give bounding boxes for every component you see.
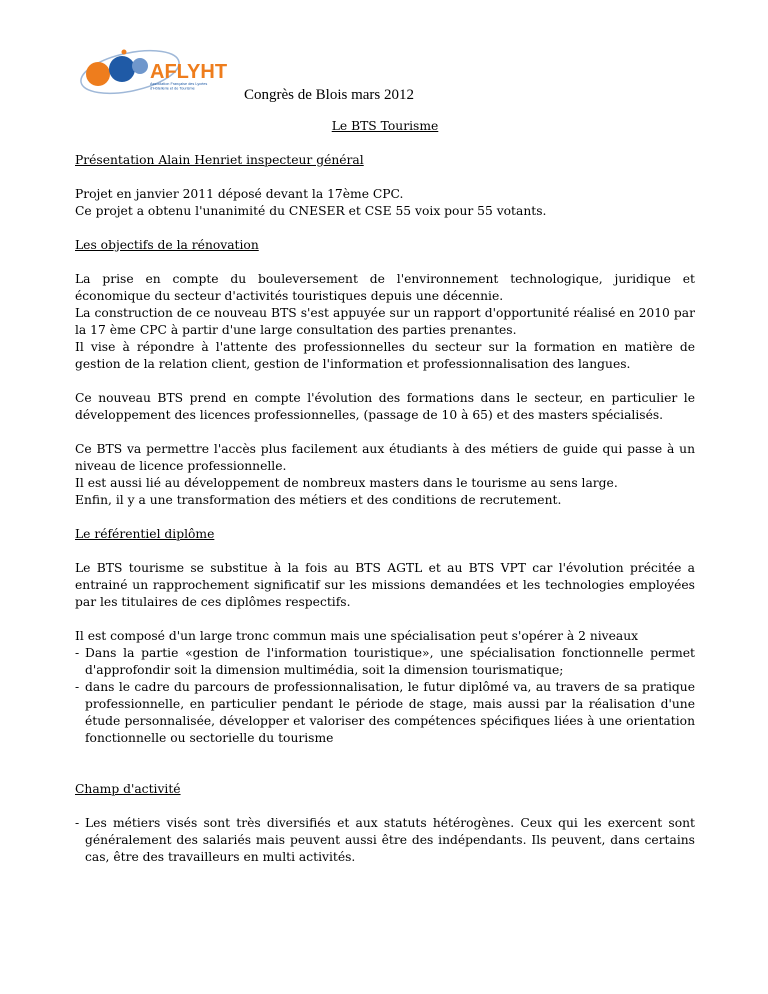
objectifs-p3-line-1: Ce BTS va permettre l'accès plus facilement aux étudiants à des métiers de guide qui passe à un niveau de licence professionnelle.	[75, 442, 695, 473]
presentation-paragraph	[75, 186, 695, 220]
bullet-text: Dans la partie «gestion de l'information touristique», une spécialisation fonctionnelle permet d'approfondir soit la dimension multimédia, soit la dimension tourismatique;	[85, 646, 695, 677]
objectifs-paragraph-1	[75, 271, 695, 373]
objectifs-p3-line-3: Enfin, il y a une transformation des métiers et des conditions de recrutement.	[75, 493, 562, 507]
presentation-line-2: Ce projet a obtenu l'unanimité du CNESER et CSE 55 voix pour 55 votants.	[75, 204, 547, 218]
objectifs-paragraph-3	[75, 441, 695, 509]
champ-bullet-1	[75, 815, 695, 866]
referentiel-bullet-1	[75, 645, 695, 679]
objectifs-line-2: La construction de ce nouveau BTS s'est appuyée sur un rapport d'opportunité réalisé en 2010 par la 17 ème CPC à partir d'une large consultation des parties prenantes.	[75, 306, 695, 337]
bullet-text: Les métiers visés sont très diversifiés et aux statuts hétérogènes. Ceux qui les exercent sont généralement des salariés mais peuvent aussi être des indépendants. Ils peuvent, dans certains cas, être des travailleurs en multi activités.	[85, 816, 695, 864]
bullet-text: dans le cadre du parcours de professionnalisation, le futur diplômé va, au travers de sa pratique professionnelle, en particulier pendant le période de stage, mais aussi par la réalisation d'une étude personnalisée, développer et valoriser des compétences spécifiques liées à une orientation fonctionnelle ou sectorielle du tourisme	[85, 680, 695, 745]
referentiel-paragraph-2: Il est composé d'un large tronc commun mais une spécialisation peut s'opérer à 2 niveaux	[75, 629, 639, 643]
document-title: Le BTS Tourisme	[331, 119, 439, 133]
objectifs-paragraph-2: Ce nouveau BTS prend en compte l'évolution des formations dans le secteur, en particulier le développement des licences professionnelles, (passage de 10 à 65) et des masters spécialisés.	[75, 391, 695, 422]
logo-tagline-2: d'Hôtellerie et de Tourisme	[150, 86, 195, 91]
objectifs-heading: Les objectifs de la rénovation	[75, 238, 259, 252]
bullet-dash: -	[75, 680, 80, 694]
referentiel-bullet-2	[75, 679, 695, 747]
referentiel-heading: Le référentiel diplôme	[75, 527, 215, 541]
presentation-heading: Présentation Alain Henriet inspecteur général	[75, 153, 364, 167]
logo-tagline-1: Association Française des Lycées	[150, 82, 208, 86]
objectifs-p3-line-2: Il est aussi lié au développement de nombreux masters dans le tourisme au sens large.	[75, 476, 618, 490]
document-body	[75, 118, 695, 866]
aflyht-logo	[78, 44, 268, 110]
objectifs-line-1: La prise en compte du bouleversement de l'environnement technologique, juridique et économique du secteur d'activités touristiques depuis une décennie.	[75, 272, 695, 303]
congress-title: Congrès de Blois mars 2012	[244, 87, 414, 103]
bullet-dash: -	[75, 816, 80, 830]
aflyht-logo-graphic	[78, 44, 268, 110]
presentation-line-1: Projet en janvier 2011 déposé devant la 17ème CPC.	[75, 187, 404, 201]
referentiel-paragraph-1: Le BTS tourisme se substitue à la fois au BTS AGTL et au BTS VPT car l'évolution précitée a entrainé un rapprochement significatif sur les missions demandées et les technologies employées par les titulaires de ces diplômes respectifs.	[75, 561, 695, 609]
logo-brand: AFLYHT	[150, 61, 228, 83]
champ-heading: Champ d'activité	[75, 782, 181, 796]
objectifs-line-3: Il vise à répondre à l'attente des professionnelles du secteur sur la formation en matière de gestion de la relation client, gestion de l'information et professionnalisation des langues.	[75, 340, 695, 371]
bullet-dash: -	[75, 646, 80, 660]
